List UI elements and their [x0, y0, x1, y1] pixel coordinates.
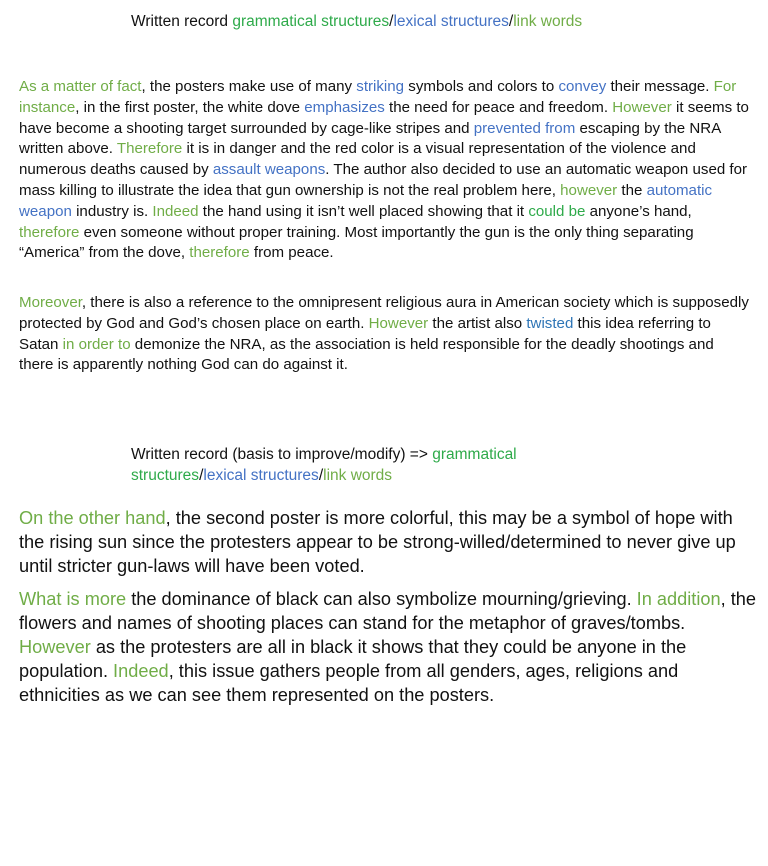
- link-word-text: in order to: [62, 335, 131, 353]
- body-text: demonize the NRA, as the association is held responsible for the deadly shootings and there is apparently nothing God can do against it.: [19, 335, 714, 374]
- body-text: anyone’s hand,: [585, 202, 692, 220]
- lexical-structure-text: prevented from: [473, 119, 576, 137]
- link-word-text: link words: [323, 466, 393, 484]
- body-text: /: [199, 466, 204, 484]
- body-text: . The author also decided to use an automatic weapon used for mass killing to illustrate the idea that gun ownership is not the real problem here,: [19, 161, 748, 199]
- body-text: the: [617, 181, 647, 199]
- section1-paragraph-2: [19, 293, 752, 376]
- section2-paragraph-1: [19, 506, 759, 578]
- grammatical-structure-text: grammatical structures: [232, 13, 390, 30]
- link-word-text: For instance: [19, 78, 737, 116]
- body-text: this idea referring to Satan: [19, 314, 711, 353]
- body-text: /: [508, 13, 514, 30]
- link-word-text: however: [560, 181, 618, 199]
- body-text: symbols and colors to: [404, 78, 559, 95]
- link-word-text: Indeed: [152, 202, 199, 220]
- link-word-text: Moreover: [19, 294, 82, 311]
- body-text: Written record: [131, 13, 233, 30]
- body-text: from peace.: [249, 244, 334, 262]
- lexical-structure-text: lexical structures: [203, 466, 319, 484]
- body-text: , this issue gathers people from all genders, ages, religions and ethnicities as we can see them represented on the posters.: [19, 661, 679, 706]
- body-text: , the flowers and names of shooting places can stand for the metaphor of graves/tombs.: [19, 589, 756, 634]
- lexical-structure-text: automatic weapon: [19, 181, 713, 220]
- body-text: /: [318, 466, 324, 484]
- body-text: their message.: [606, 78, 714, 95]
- grammatical-structure-text: grammatical structures: [131, 446, 517, 484]
- grammatical-structure-text: could be: [528, 202, 586, 220]
- section1-paragraph-1: [19, 77, 752, 264]
- body-text: , the second poster is more colorful, this may be a symbol of hope with the rising sun since the protesters appear to be strong-willed/determined to never give up until stricter gun-laws will have been voted.: [19, 508, 736, 577]
- body-text: it seems to have become a shooting target surrounded by cage-like stripes and: [19, 98, 749, 137]
- link-word-text: Therefore: [116, 140, 183, 158]
- link-word-text: Indeed: [113, 661, 169, 682]
- body-text: /: [389, 13, 394, 30]
- link-word-text: therefore: [19, 223, 80, 241]
- link-word-text: In addition: [636, 589, 721, 609]
- body-text: it is in danger and the red color is a visual representation of the violence and numerous deaths caused by: [19, 140, 696, 179]
- lexical-verb-text: twisted: [526, 314, 574, 332]
- lexical-structure-text: assault weapons: [212, 161, 326, 179]
- body-text: the need for peace and freedom.: [384, 98, 613, 116]
- link-word-text: However: [368, 314, 429, 332]
- body-text: , in the first poster, the white dove: [75, 98, 305, 116]
- body-text: the dominance of black can also symbolize mourning/grieving.: [126, 589, 637, 609]
- body-text: Written record (basis to improve/modify) =>: [131, 446, 433, 463]
- link-word-text: On the other hand: [19, 508, 166, 528]
- body-text: the artist also: [428, 314, 527, 332]
- link-word-text: link words: [513, 13, 583, 30]
- lexical-structure-text: lexical structures: [393, 13, 509, 30]
- link-word-text: However: [19, 637, 91, 658]
- link-word-text: What is more: [19, 589, 127, 609]
- section2-paragraph-2: [19, 587, 759, 707]
- link-word-text: therefore: [189, 244, 250, 262]
- body-text: escaping by the NRA written above.: [19, 119, 721, 158]
- link-word-text: As a matter of fact: [19, 78, 142, 95]
- body-text: even someone without proper training. Most importantly the gun is the only thing separating “America” from the dove,: [19, 223, 694, 262]
- section1-heading: [131, 12, 601, 33]
- body-text: industry is.: [71, 202, 153, 220]
- body-text: , the posters make use of many: [141, 78, 357, 95]
- body-text: , there is also a reference to the omnipresent religious aura in American society which is supposedly protected by God and God’s chosen place on earth.: [19, 294, 749, 332]
- link-word-text: However: [612, 98, 672, 116]
- body-text: as the protesters are all in black it shows that they could be anyone in the population.: [19, 637, 687, 682]
- section2-heading: [131, 445, 591, 486]
- lexical-structure-text: emphasizes: [304, 98, 385, 116]
- lexical-structure-text: striking: [356, 78, 405, 95]
- body-text: the hand using it isn’t well placed showing that it: [198, 202, 529, 220]
- lexical-structure-text: convey: [558, 78, 607, 95]
